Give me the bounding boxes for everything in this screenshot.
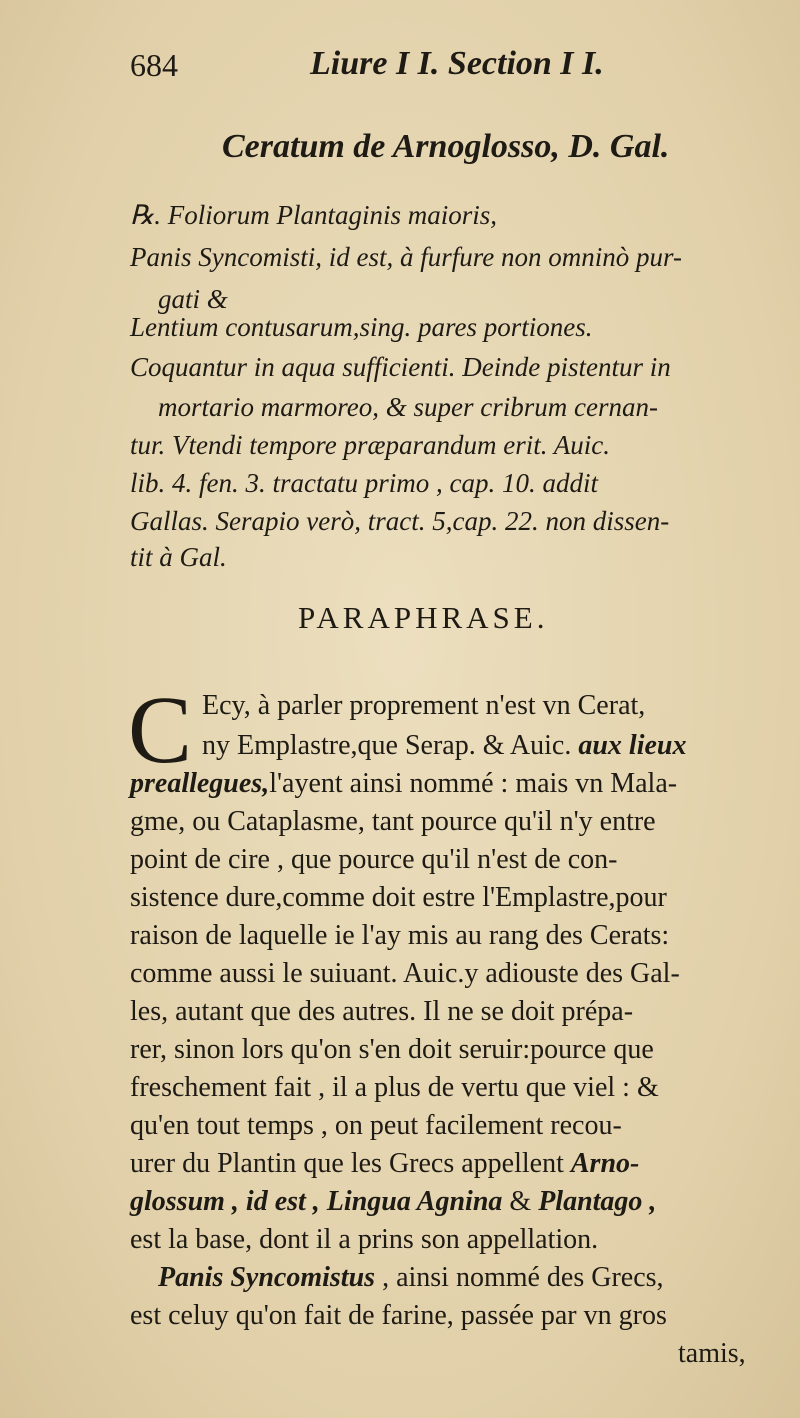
text-line: ny Emplastre,que Serap. & Auic. aux lieux: [202, 730, 687, 761]
page-number: 684: [130, 47, 178, 83]
text-line: comme aussi le suiuant. Auic.y adiouste des Gal-: [130, 958, 680, 989]
text-line: Ecy, à parler proprement n'est vn Cerat,: [202, 690, 646, 721]
latin-line: tit à Gal.: [130, 542, 227, 572]
text-line: freschement fait , il a plus de vertu que viel : &: [130, 1072, 659, 1103]
latin-line: Gallas. Serapio verò, tract. 5,cap. 22. non dissen-: [130, 506, 670, 536]
drop-cap: C: [128, 676, 193, 783]
text-line: glossum , id est , Lingua Agnina & Plantago ,: [130, 1186, 657, 1217]
latin-line: tur. Vtendi tempore præparandum erit. Auic.: [130, 430, 610, 460]
page-header: [130, 45, 760, 95]
text-line: les, autant que des autres. Il ne se doit prépa-: [130, 996, 634, 1027]
latin-line: Lentium contusarum,sing. pares portiones.: [130, 312, 593, 342]
text-line: raison de laquelle ie l'ay mis au rang des Cerats:: [130, 920, 670, 951]
text-line: qu'en tout temps , on peut facilement recou-: [130, 1110, 622, 1141]
latin-line: lib. 4. fen. 3. tractatu primo , cap. 10. addit: [130, 468, 598, 498]
latin-line: Coquantur in aqua sufficienti. Deinde pistentur in: [130, 352, 671, 382]
text-line: est celuy qu'on fait de farine, passée par vn gros: [130, 1300, 667, 1331]
text-line: point de cire , que pource qu'il n'est de con-: [130, 844, 618, 875]
text-line: urer du Plantin que les Grecs appellent Arno-: [130, 1148, 640, 1179]
paraphrase-heading: PARAPHRASE.: [298, 600, 549, 635]
latin-line: mortario marmoreo, & super cribrum cernan-: [158, 392, 658, 422]
text-line: est la base, dont il a prins son appellation.: [130, 1224, 599, 1255]
latin-line: gati &: [158, 284, 228, 314]
text-line: rer, sinon lors qu'on s'en doit seruir:pource que: [130, 1034, 654, 1065]
text-line: preallegues,l'ayent ainsi nommé : mais vn Mala-: [130, 768, 678, 799]
running-head: Liure I I. Section I I.: [310, 45, 604, 82]
latin-line: Panis Syncomisti, id est, à furfure non omninò pur-: [130, 242, 682, 272]
latin-line: ℞. Foliorum Plantaginis maioris,: [130, 200, 497, 230]
catchword: tamis,: [678, 1338, 746, 1369]
text-line: gme, ou Cataplasme, tant pource qu'il n'y entre: [130, 806, 656, 837]
text-line: Panis Syncomistus , ainsi nommé des Grecs,: [158, 1262, 664, 1293]
text-line: sistence dure,comme doit estre l'Emplastre,pour: [130, 882, 667, 913]
recipe-title: Ceratum de Arnoglosso, D. Gal.: [222, 128, 670, 165]
